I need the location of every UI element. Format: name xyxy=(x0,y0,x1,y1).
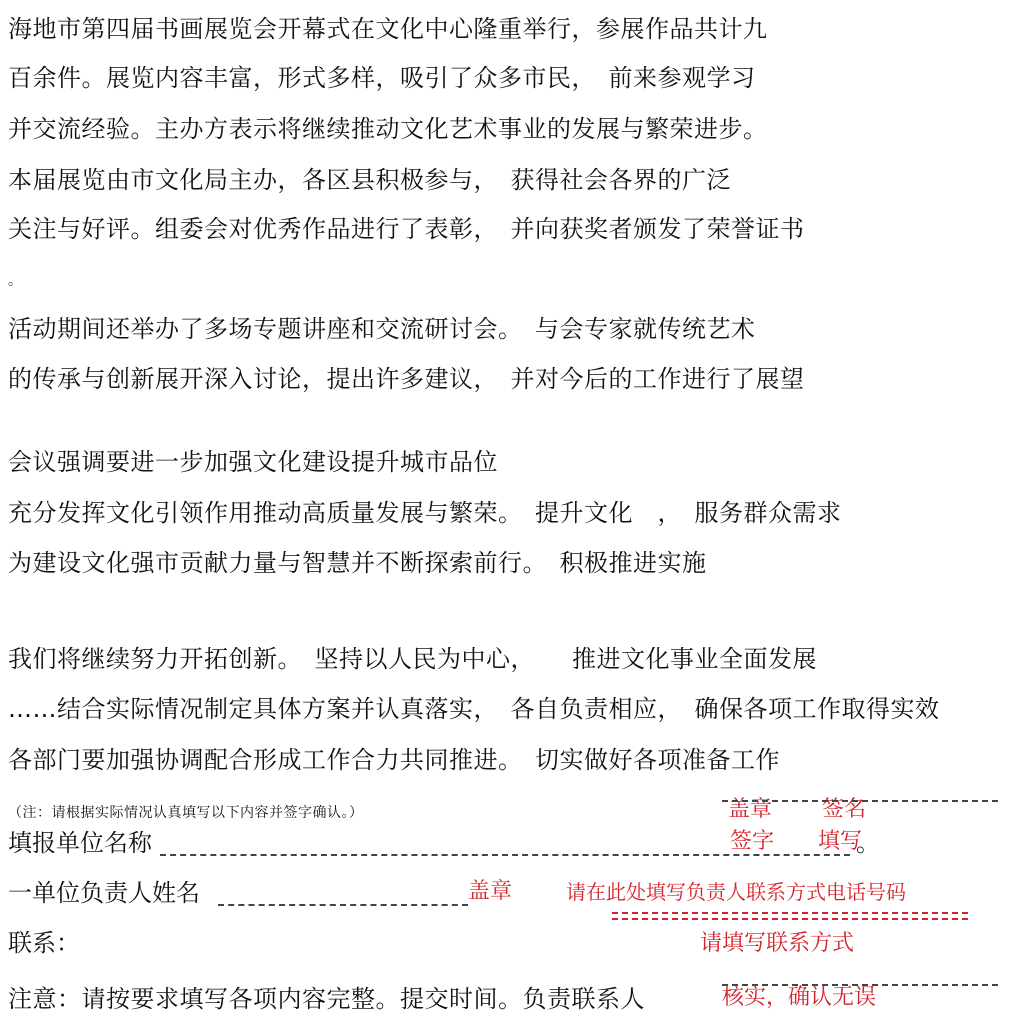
form-row-unit xyxy=(8,828,1016,860)
annotation-verify: 核实，确认无误 xyxy=(722,985,877,1010)
form-row-end: 。 xyxy=(856,829,880,857)
paragraph-line: 会议强调要进一步加强文化建设提升城市品位 xyxy=(8,448,498,476)
form-label-person: 一单位负责人姓名 xyxy=(8,879,200,907)
paragraph-line: 我们将继续努力开拓创新。 坚持以人民为中心， 推进文化事业全面发展 xyxy=(8,645,817,673)
paragraph-line: 活动期间还举办了多场专题讲座和交流研讨会。 与会专家就传统艺术 xyxy=(8,315,756,343)
paragraph-line: ……结合实际情况制定具体方案并认真落实， 各自负责相应， 确保各项工作取得实效 xyxy=(8,695,940,723)
form-row-contact xyxy=(8,928,1016,960)
paragraph-line: 百余件。展览内容丰富，形式多样，吸引了众多市民， 前来参观学习 xyxy=(8,64,756,92)
annotation-underline xyxy=(722,800,998,802)
paragraph-line: 并交流经验。主办方表示将继续推动文化艺术事业的发展与繁荣进步。 xyxy=(8,115,768,143)
form-label-contact: 联系： xyxy=(8,929,80,957)
paragraph-line: 各部门要加强协调配合形成工作合力共同推进。 切实做好各项准备工作 xyxy=(8,746,780,774)
annotation-dashed-line xyxy=(612,918,968,920)
paragraph-line: 。 xyxy=(8,273,23,289)
annotation-sign: 签名 xyxy=(822,797,867,822)
paragraph-line: 本届展览由市文化局主办，各区县积极参与， 获得社会各界的广泛 xyxy=(8,166,731,194)
annotation-dashed-line xyxy=(612,912,968,914)
paragraph-line: 为建设文化强市贡献力量与智慧并不断探索前行。 积极推进实施 xyxy=(8,549,707,577)
annotation-contact: 请填写联系方式 xyxy=(700,931,855,956)
person-name-blank[interactable] xyxy=(218,904,468,906)
annotation-seal2: 盖章 xyxy=(468,879,513,904)
paragraph-line: 海地市第四届书画展览会开幕式在文化中心隆重举行，参展作品共计九 xyxy=(8,15,768,43)
annotation-fill: 填写 xyxy=(818,829,863,854)
paragraph-line: 充分发挥文化引领作用推动高质量发展与繁荣。 提升文化 ， 服务群众需求 xyxy=(8,499,842,527)
form-label-unit: 填报单位名称 xyxy=(8,829,152,857)
form-final-line: 注意：请按要求填写各项内容完整。提交时间。负责联系人 xyxy=(8,985,645,1013)
annotation-seal: 盖章 xyxy=(728,797,773,822)
annotation-sign2: 签字 xyxy=(730,829,775,854)
form-intro: （注：请根据实际情况认真填写以下内容并签字确认。） xyxy=(8,805,364,821)
annotation-phone-note: 请在此处填写负责人联系方式电话号码 xyxy=(566,880,906,904)
paragraph-line: 关注与好评。组委会对优秀作品进行了表彰， 并向获奖者颁发了荣誉证书 xyxy=(8,215,805,243)
paragraph-line: 的传承与创新展开深入讨论，提出许多建议， 并对今后的工作进行了展望 xyxy=(8,365,805,393)
